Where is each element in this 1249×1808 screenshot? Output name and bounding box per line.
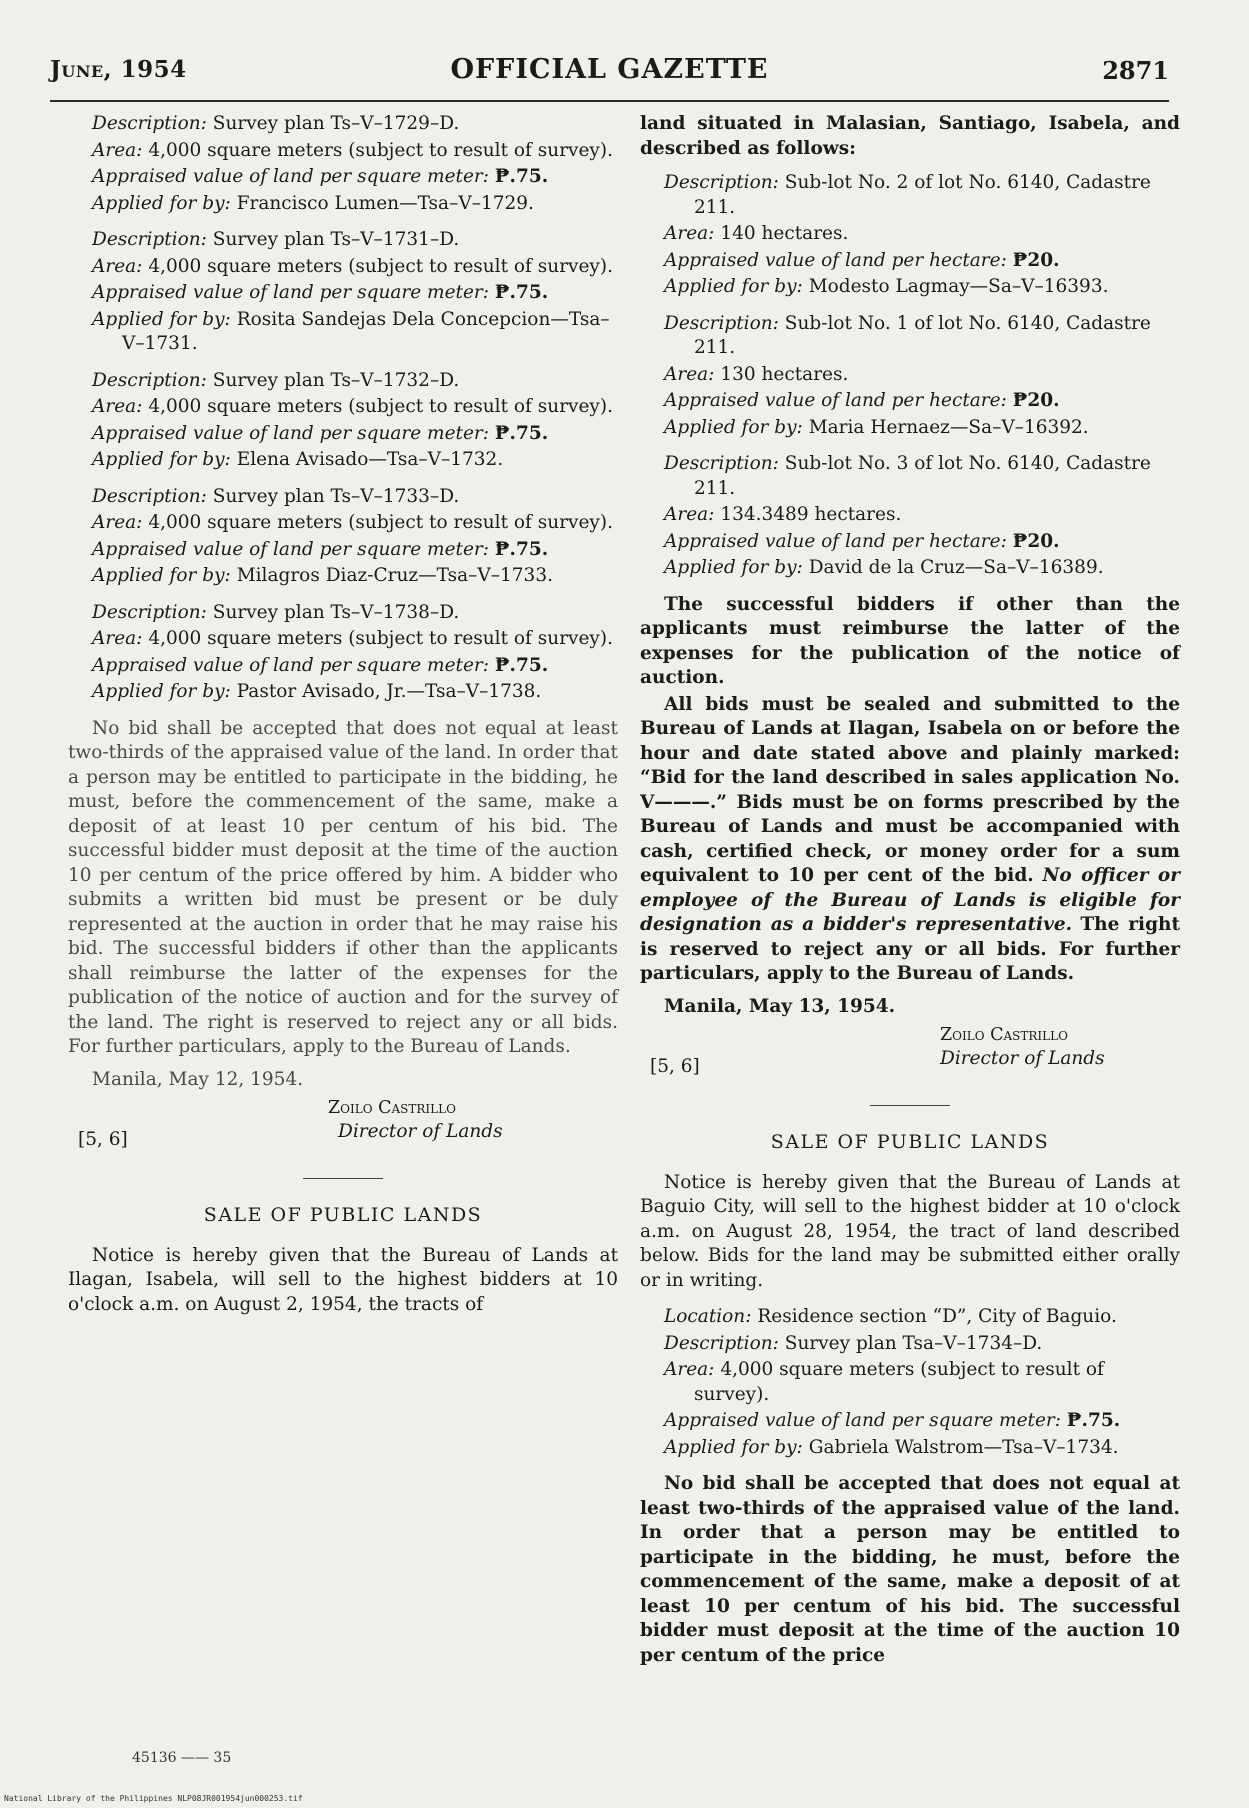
- label-value: Appraised value of land per hectare:: [664, 390, 1007, 411]
- right-signature-block: [640, 1023, 1180, 1079]
- right-para-1: The successful bidders if other than the applicants must reimburse the latter of the expenses for the publication of the notice of auction.: [640, 593, 1180, 688]
- value-value: ₱20.: [1012, 249, 1060, 271]
- header-rule: [50, 100, 1169, 102]
- entry-area: [68, 139, 618, 164]
- footer-mark: 45136 —— 35: [132, 1750, 232, 1766]
- signature-name: Zoilo Castrillo: [940, 1025, 1068, 1045]
- entry-applicant: [68, 192, 618, 217]
- value-area: 4,000 square meters (subject to result of survey).: [148, 255, 613, 277]
- value-value: ₱.75.: [494, 166, 549, 187]
- right-para-2-end: The right is reserved to reject any or all bids. For further particulars, apply to the Bureau of Lands.: [640, 914, 1180, 984]
- value-value: ₱.75.: [494, 282, 549, 303]
- entry-applicant: [640, 1436, 1180, 1461]
- entry-value: [640, 530, 1180, 555]
- entry-applicant: [640, 556, 1180, 581]
- entry-area: [640, 503, 1180, 528]
- value-value: ₱.75.: [494, 422, 549, 444]
- value-value: ₱20.: [1012, 390, 1060, 411]
- header-title: OFFICIAL GAZETTE: [450, 54, 769, 85]
- section-divider: [303, 1178, 383, 1179]
- land-entry: [640, 312, 1180, 441]
- label-applied: Applied for by:: [664, 1436, 803, 1458]
- label-area: Area:: [92, 255, 143, 277]
- label-value: Appraised value of land per square meter:: [664, 1410, 1062, 1431]
- value-description: Survey plan Ts–V–1731–D.: [212, 229, 460, 250]
- label-value: Appraised value of land per hectare:: [664, 530, 1007, 552]
- label-applicant: Applied for by:: [92, 192, 231, 214]
- entry-value: [640, 389, 1180, 414]
- value-description: Sub-lot No. 2 of lot No. 6140, Cadastre 211.: [694, 172, 1151, 218]
- label-description: Description:: [92, 369, 207, 391]
- label-description: Description:: [664, 172, 779, 193]
- value-description: Survey plan Ts–V–1733–D.: [212, 485, 460, 507]
- section-title: SALE OF PUBLIC LANDS: [203, 1204, 483, 1226]
- value-applicant: Elena Avisado—Tsa–V–1732.: [236, 449, 504, 470]
- label-value: Appraised value of land per square meter:: [92, 654, 490, 676]
- entry-description: [640, 171, 1180, 220]
- right-dateline: Manila, May 13, 1954.: [664, 995, 896, 1017]
- value-area: 4,000 square meters (subject to result of survey).: [148, 512, 613, 533]
- entry-value: [68, 538, 618, 563]
- value-value: ₱.75.: [494, 654, 549, 676]
- label-area: Area:: [664, 504, 715, 525]
- entry-value: [68, 281, 618, 306]
- entry-description: [68, 601, 618, 626]
- baguio-intro: Notice is hereby given that the Bureau of Lands at Baguio City, will sell to the highest bidder at 10 o'clock a.m. on August 28, 1954, the tract of land described below. Bids for the land may be submitted either orally or in writing.: [640, 1171, 1180, 1291]
- entry-area: [640, 222, 1180, 247]
- value-area: 134.3489 hectares.: [720, 504, 902, 525]
- value-description: Survey plan Ts–V–1738–D.: [212, 601, 460, 623]
- value-description: Survey plan Tsa–V–1734–D.: [784, 1332, 1043, 1354]
- label-value: Appraised value of land per square meter:: [92, 282, 490, 303]
- entry-area: [68, 627, 618, 652]
- land-entry: [68, 485, 618, 589]
- label-description: Description:: [92, 229, 207, 250]
- right-entries: [640, 171, 1180, 581]
- entry-location: [640, 1305, 1180, 1330]
- value-description: Sub-lot No. 3 of lot No. 6140, Cadastre 211.: [694, 453, 1151, 499]
- label-description: Description:: [664, 1332, 779, 1354]
- label-description: Description:: [664, 453, 779, 474]
- label-area: Area:: [664, 1359, 715, 1380]
- label-applicant: Applied for by:: [664, 416, 803, 438]
- right-closing-paragraph: No bid shall be accepted that does not equal at least two-thirds of the appraised value of the land. In order that a person may be entitled to participate in the bidding, he must, before the commencement of the same, make a deposit of at least 10 per centum of his bid. The successful bidder must deposit at the time of the auction 10 per centum of the price: [640, 1473, 1180, 1666]
- issue-number: [5, 6]: [650, 1056, 700, 1077]
- value-applicant: Pastor Avisado, Jr.—Tsa–V–1738.: [236, 681, 542, 702]
- entry-applicant: [640, 416, 1180, 441]
- right-para-2: [640, 693, 1180, 987]
- baguio-entry: [640, 1305, 1180, 1460]
- label-location: Location:: [664, 1306, 752, 1327]
- label-description: Description:: [92, 601, 207, 623]
- entry-description: [68, 228, 618, 253]
- land-entry: [68, 369, 618, 473]
- value-area: 4,000 square meters (subject to result of survey).: [694, 1359, 1104, 1405]
- label-value: Appraised value of land per square meter:: [92, 422, 490, 444]
- entry-value: [68, 654, 618, 679]
- label-area: Area:: [664, 363, 715, 385]
- label-applicant: Applied for by:: [92, 565, 231, 586]
- value-area: 4,000 square meters (subject to result of survey).: [148, 628, 613, 649]
- entry-area: [640, 363, 1180, 388]
- left-signature-block: [68, 1096, 618, 1152]
- label-applicant: Applied for by:: [92, 449, 231, 470]
- value-value: ₱.75.: [494, 538, 549, 560]
- entry-area: [68, 511, 618, 536]
- signature-name: Zoilo Castrillo: [328, 1098, 456, 1118]
- entry-description: [68, 485, 618, 510]
- entry-value: [640, 1409, 1180, 1434]
- left-closing-paragraph: No bid shall be accepted that does not equal at least two-thirds of the appraised value of the land. In order that a person may be entitled to participate in the bidding, he must, before the commencement of the same, make a deposit of at least 10 per centum of his bid. The successful bidder must deposit at the time of the auction 10 per centum of the price offered by him. A bidder who submits a written bid must be present or be duly represented at the auction in order that he may raise his bid. The successful bidders if other than the applicants shall reimburse the latter of the expenses for the publication of the notice of auction and for the survey of the land. The right is reserved to reject any or all bids. For further particulars, apply to the Bureau of Lands.: [68, 717, 618, 1057]
- page-number: 2871: [1102, 56, 1169, 85]
- land-entry: [68, 228, 618, 357]
- value-applicant: David de la Cruz—Sa–V–16389.: [808, 557, 1104, 578]
- left-dateline: Manila, May 12, 1954.: [92, 1068, 304, 1090]
- value-applicant: Maria Hernaez—Sa–V–16392.: [808, 416, 1089, 438]
- entry-value: [640, 249, 1180, 274]
- entry-description: [640, 452, 1180, 501]
- entry-description: [640, 312, 1180, 361]
- left-entries: [68, 112, 618, 705]
- signature-title: Director of Lands: [338, 1121, 503, 1142]
- land-entry: [640, 452, 1180, 581]
- value-description: Survey plan Ts–V–1732–D.: [212, 369, 460, 391]
- entry-applicant: [640, 275, 1180, 300]
- label-area: Area:: [92, 396, 143, 417]
- land-entry: [640, 171, 1180, 300]
- value-area: 4,000 square meters (subject to result of survey).: [148, 396, 613, 417]
- label-area: Area:: [92, 139, 143, 161]
- land-entry: [68, 112, 618, 216]
- label-applicant: Applied for by:: [664, 557, 803, 578]
- label-description: Description:: [92, 113, 207, 134]
- entry-value: [68, 165, 618, 190]
- entry-area: [68, 255, 618, 280]
- header-date: June, 1954: [50, 56, 187, 83]
- issue-number: [5, 6]: [78, 1129, 128, 1150]
- signature-title: Director of Lands: [940, 1048, 1105, 1069]
- label-description: Description:: [664, 312, 779, 334]
- value-applicant: Gabriela Walstrom—Tsa–V–1734.: [808, 1436, 1119, 1458]
- label-applicant: Applied for by:: [92, 308, 231, 330]
- section-divider: [870, 1105, 950, 1106]
- value-description: Sub-lot No. 1 of lot No. 6140, Cadastre 211.: [694, 312, 1151, 358]
- value-value: ₱20.: [1012, 530, 1060, 552]
- value-area: 4,000 square meters (subject to result of survey).: [148, 139, 613, 161]
- value-applicant: Modesto Lagmay—Sa–V–16393.: [808, 276, 1109, 297]
- entry-description: [68, 369, 618, 394]
- left-column: [68, 112, 618, 1319]
- entry-area: [68, 395, 618, 420]
- value-location: Residence section “D”, City of Baguio.: [757, 1306, 1117, 1327]
- value-applicant: Francisco Lumen—Tsa–V–1729.: [236, 192, 534, 214]
- entry-area: [640, 1358, 1180, 1407]
- entry-description: [640, 1332, 1180, 1357]
- right-para-2-main: All bids must be sealed and submitted to the Bureau of Lands at Ilagan, Isabela on or before the hour and date stated above and plainly marked: “Bid for the land described in sales application No. V———.” Bids must be on forms prescribed by the Bureau of Lands and must be accompanied with cash, certified check, or money order for a sum equivalent to 10 per cent of the bid.: [640, 693, 1180, 886]
- label-value: Appraised value of land per square meter:: [92, 166, 490, 187]
- label-area: Area:: [92, 628, 143, 649]
- section-intro: Notice is hereby given that the Bureau of Lands at Ilagan, Isabela, will sell to the highest bidders at 10 o'clock a.m. on August 2, 1954, the tracts of: [68, 1244, 618, 1315]
- intro-continued: land situated in Malasian, Santiago, Isabela, and described as follows:: [640, 113, 1180, 159]
- value-applicant: Milagros Diaz-Cruz—Tsa–V–1733.: [236, 565, 553, 586]
- entry-applicant: [68, 680, 618, 705]
- entry-applicant: [68, 308, 618, 357]
- value-price: ₱.75.: [1066, 1410, 1121, 1431]
- value-area: 140 hectares.: [720, 223, 849, 244]
- label-value: Appraised value of land per square meter:: [92, 538, 490, 560]
- entry-applicant: [68, 564, 618, 589]
- page-header: [50, 52, 1169, 92]
- label-value: Appraised value of land per hectare:: [664, 249, 1007, 271]
- right-column: [640, 112, 1180, 1670]
- land-entry: [68, 601, 618, 705]
- label-description: Description:: [92, 485, 207, 507]
- label-area: Area:: [664, 223, 715, 244]
- entry-description: [68, 112, 618, 137]
- label-applicant: Applied for by:: [92, 681, 231, 702]
- value-area: 130 hectares.: [720, 363, 849, 385]
- label-applicant: Applied for by:: [664, 276, 803, 297]
- entry-value: [68, 422, 618, 447]
- section-title: SALE OF PUBLIC LANDS: [770, 1131, 1050, 1153]
- scan-note: National Library of the Philippines NLP08JR001954jun000253.tif: [4, 1794, 303, 1803]
- value-applicant: Rosita Sandejas Dela Concepcion—Tsa–V–1731.: [122, 308, 610, 354]
- entry-applicant: [68, 448, 618, 473]
- value-description: Survey plan Ts–V–1729–D.: [212, 113, 460, 134]
- right-para-2-italic: No officer or employee of the Bureau of Lands is eligible for designation as a bidder's representative.: [640, 865, 1180, 935]
- label-area: Area:: [92, 512, 143, 533]
